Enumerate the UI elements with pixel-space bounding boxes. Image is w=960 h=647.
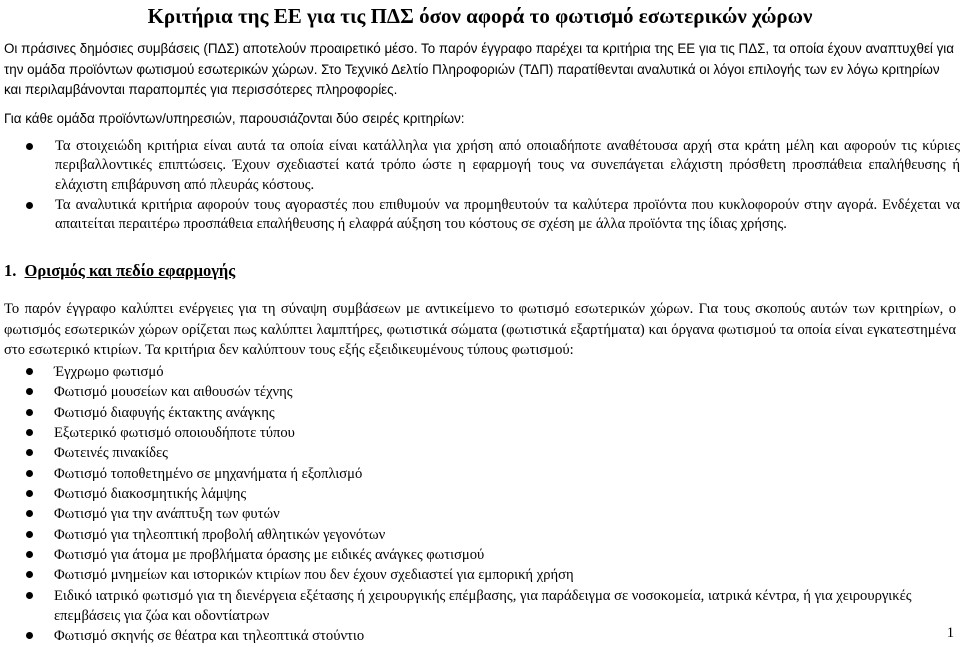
list-item-text: Φωτεινές πινακίδες <box>54 445 168 462</box>
bullet-icon <box>26 510 33 517</box>
list-item <box>4 464 956 484</box>
list-item <box>4 504 956 524</box>
document-title: Κριτήρια της ΕΕ για τις ΠΔΣ όσον αφορά το φωτισμό εσωτερικών χώρων <box>147 4 813 28</box>
scope-paragraph: Το παρόν έγγραφο καλύπτει ενέργειες για τη σύναψη συμβάσεων με αντικείμενο το φωτισμό εσωτερικών χώρων. Για τους σκοπούς αυτών των κριτηρίων, ο φωτισμός εσωτερικών χώρων ορίζεται πως καλύπτει λαμπτήρες, φωτιστικά σώματα (φωτιστικά εξαρτήματα) και όργανα φωτισμού τα οποία είναι εγκατεστημένα στο εσωτερικό κτιρίων. Τα κριτήρια δεν καλύπτουν τους εξής εξειδικευμένους τύπους φωτισμού: <box>4 301 956 359</box>
list-item-text: Φωτισμό για άτομα με προβλήματα όρασης με ειδικές ανάγκες φωτισμού <box>54 547 485 564</box>
list-item <box>4 403 956 423</box>
bullet-icon <box>26 202 33 209</box>
list-item <box>4 626 956 646</box>
list-item-text: Ειδικό ιατρικό φωτισμό για τη διενέργεια εξέτασης ή χειρουργικής επέμβασης, για παράδειγμα σε νοσοκομεία, ιατρικά κέντρα, ή για χειρουργικές επεμβάσεις για ζώα και οδοντίατρων <box>54 587 912 625</box>
bullet-icon <box>26 470 33 477</box>
section-title: Ορισμός και πεδίο εφαρμογής <box>24 261 236 280</box>
bullet-icon <box>26 531 33 538</box>
criteria-groups-intro: Για κάθε ομάδα προϊόντων/υπηρεσιών, παρουσιάζονται δύο σειρές κριτηρίων: <box>4 111 465 126</box>
list-item <box>4 362 956 382</box>
excluded-lighting-list <box>4 362 956 647</box>
criteria-types-list <box>4 137 960 235</box>
list-item-text: Φωτισμό σκηνής σε θέατρα και τηλεοπτικά στούντιο <box>54 628 365 645</box>
list-item <box>4 423 956 443</box>
list-item-text: Φωτισμό διακοσμητικής λάμψης <box>54 486 247 503</box>
section-number: 1. <box>4 261 17 280</box>
bullet-icon <box>26 632 33 639</box>
bullet-icon <box>26 449 33 456</box>
list-item <box>4 484 956 504</box>
page-number: 1 <box>946 625 954 641</box>
list-item-text: Φωτισμό για τηλεοπτική προβολή αθλητικών γεγονότων <box>54 526 386 543</box>
list-item <box>4 586 956 627</box>
core-criteria-text: Τα στοιχειώδη κριτήρια είναι αυτά τα οποία είναι κατάλληλα για χρήση από οποιαδήποτε αναθέτουσα αρχή στα κράτη μέλη και αφορούν τις κύριες περιβαλλοντικές επιπτώσεις. Έχουν σχεδιαστεί κατά τρόπο ώστε η εφαρμογή τους να συνεπάγεται ελάχιστη πρόσθετη προσπάθεια επαλήθευσης ή ελάχιστη επιβάρυνση από πλευράς κόστους. <box>55 138 960 193</box>
list-item-text: Φωτισμό τοποθετημένο σε μηχανήματα ή εξοπλισμό <box>54 465 363 482</box>
bullet-icon <box>26 388 33 395</box>
section-heading <box>4 260 235 282</box>
bullet-icon <box>26 143 33 150</box>
list-item-comprehensive-criteria <box>4 196 960 235</box>
bullet-icon <box>26 571 33 578</box>
list-item-text: Φωτισμό για την ανάπτυξη των φυτών <box>54 506 280 523</box>
intro-paragraph: Οι πράσινες δημόσιες συμβάσεις (ΠΔΣ) αποτελούν προαιρετικό μέσο. Το παρόν έγγραφο παρέχει τα κριτήρια της ΕΕ για τις ΠΔΣ, τα οποία έχουν αναπτυχθεί για την ομάδα προϊόντων φωτισμού εσωτερικών χώρων. Στο Τεχνικό Δελτίο Πληροφοριών (ΤΔΠ) παρατίθενται αναλυτικά οι λόγοι επιλογής των εν λόγω κριτηρίων και περιλαμβάνονται παραπομπές για περισσότερες πληροφορίες. <box>4 41 955 97</box>
list-item-text: Έγχρωμο φωτισμό <box>54 364 164 380</box>
bullet-icon <box>26 429 33 436</box>
bullet-icon <box>26 409 33 416</box>
list-item <box>4 443 956 463</box>
bullet-icon <box>26 592 33 599</box>
bullet-icon <box>26 368 33 375</box>
list-item <box>4 382 956 402</box>
list-item-text: Φωτισμό μουσείων και αιθουσών τέχνης <box>54 384 293 401</box>
list-item-text: Φωτισμό μνημείων και ιστορικών κτιρίων που δεν έχουν σχεδιαστεί για εμπορική χρήση <box>54 567 574 584</box>
comprehensive-criteria-text: Τα αναλυτικά κριτήρια αφορούν τους αγοραστές που επιθυμούν να προμηθευτούν τα καλύτερα προϊόντα που κυκλοφορούν στην αγορά. Ενδέχεται να απαιτείται περαιτέρω προσπάθεια επαλήθευσης ή ελαφρά αύξηση του κόστους σε σχέση με άλλα προϊόντα της ίδιας χρήσης. <box>55 196 960 233</box>
bullet-icon <box>26 551 33 558</box>
list-item-text: Εξωτερικό φωτισμό οποιουδήποτε τύπου <box>54 425 295 442</box>
list-item-text: Φωτισμό διαφυγής έκτακτης ανάγκης <box>54 404 275 421</box>
list-item-core-criteria <box>4 137 960 195</box>
list-item <box>4 545 956 565</box>
list-item <box>4 525 956 545</box>
bullet-icon <box>26 490 33 497</box>
list-item <box>4 565 956 585</box>
